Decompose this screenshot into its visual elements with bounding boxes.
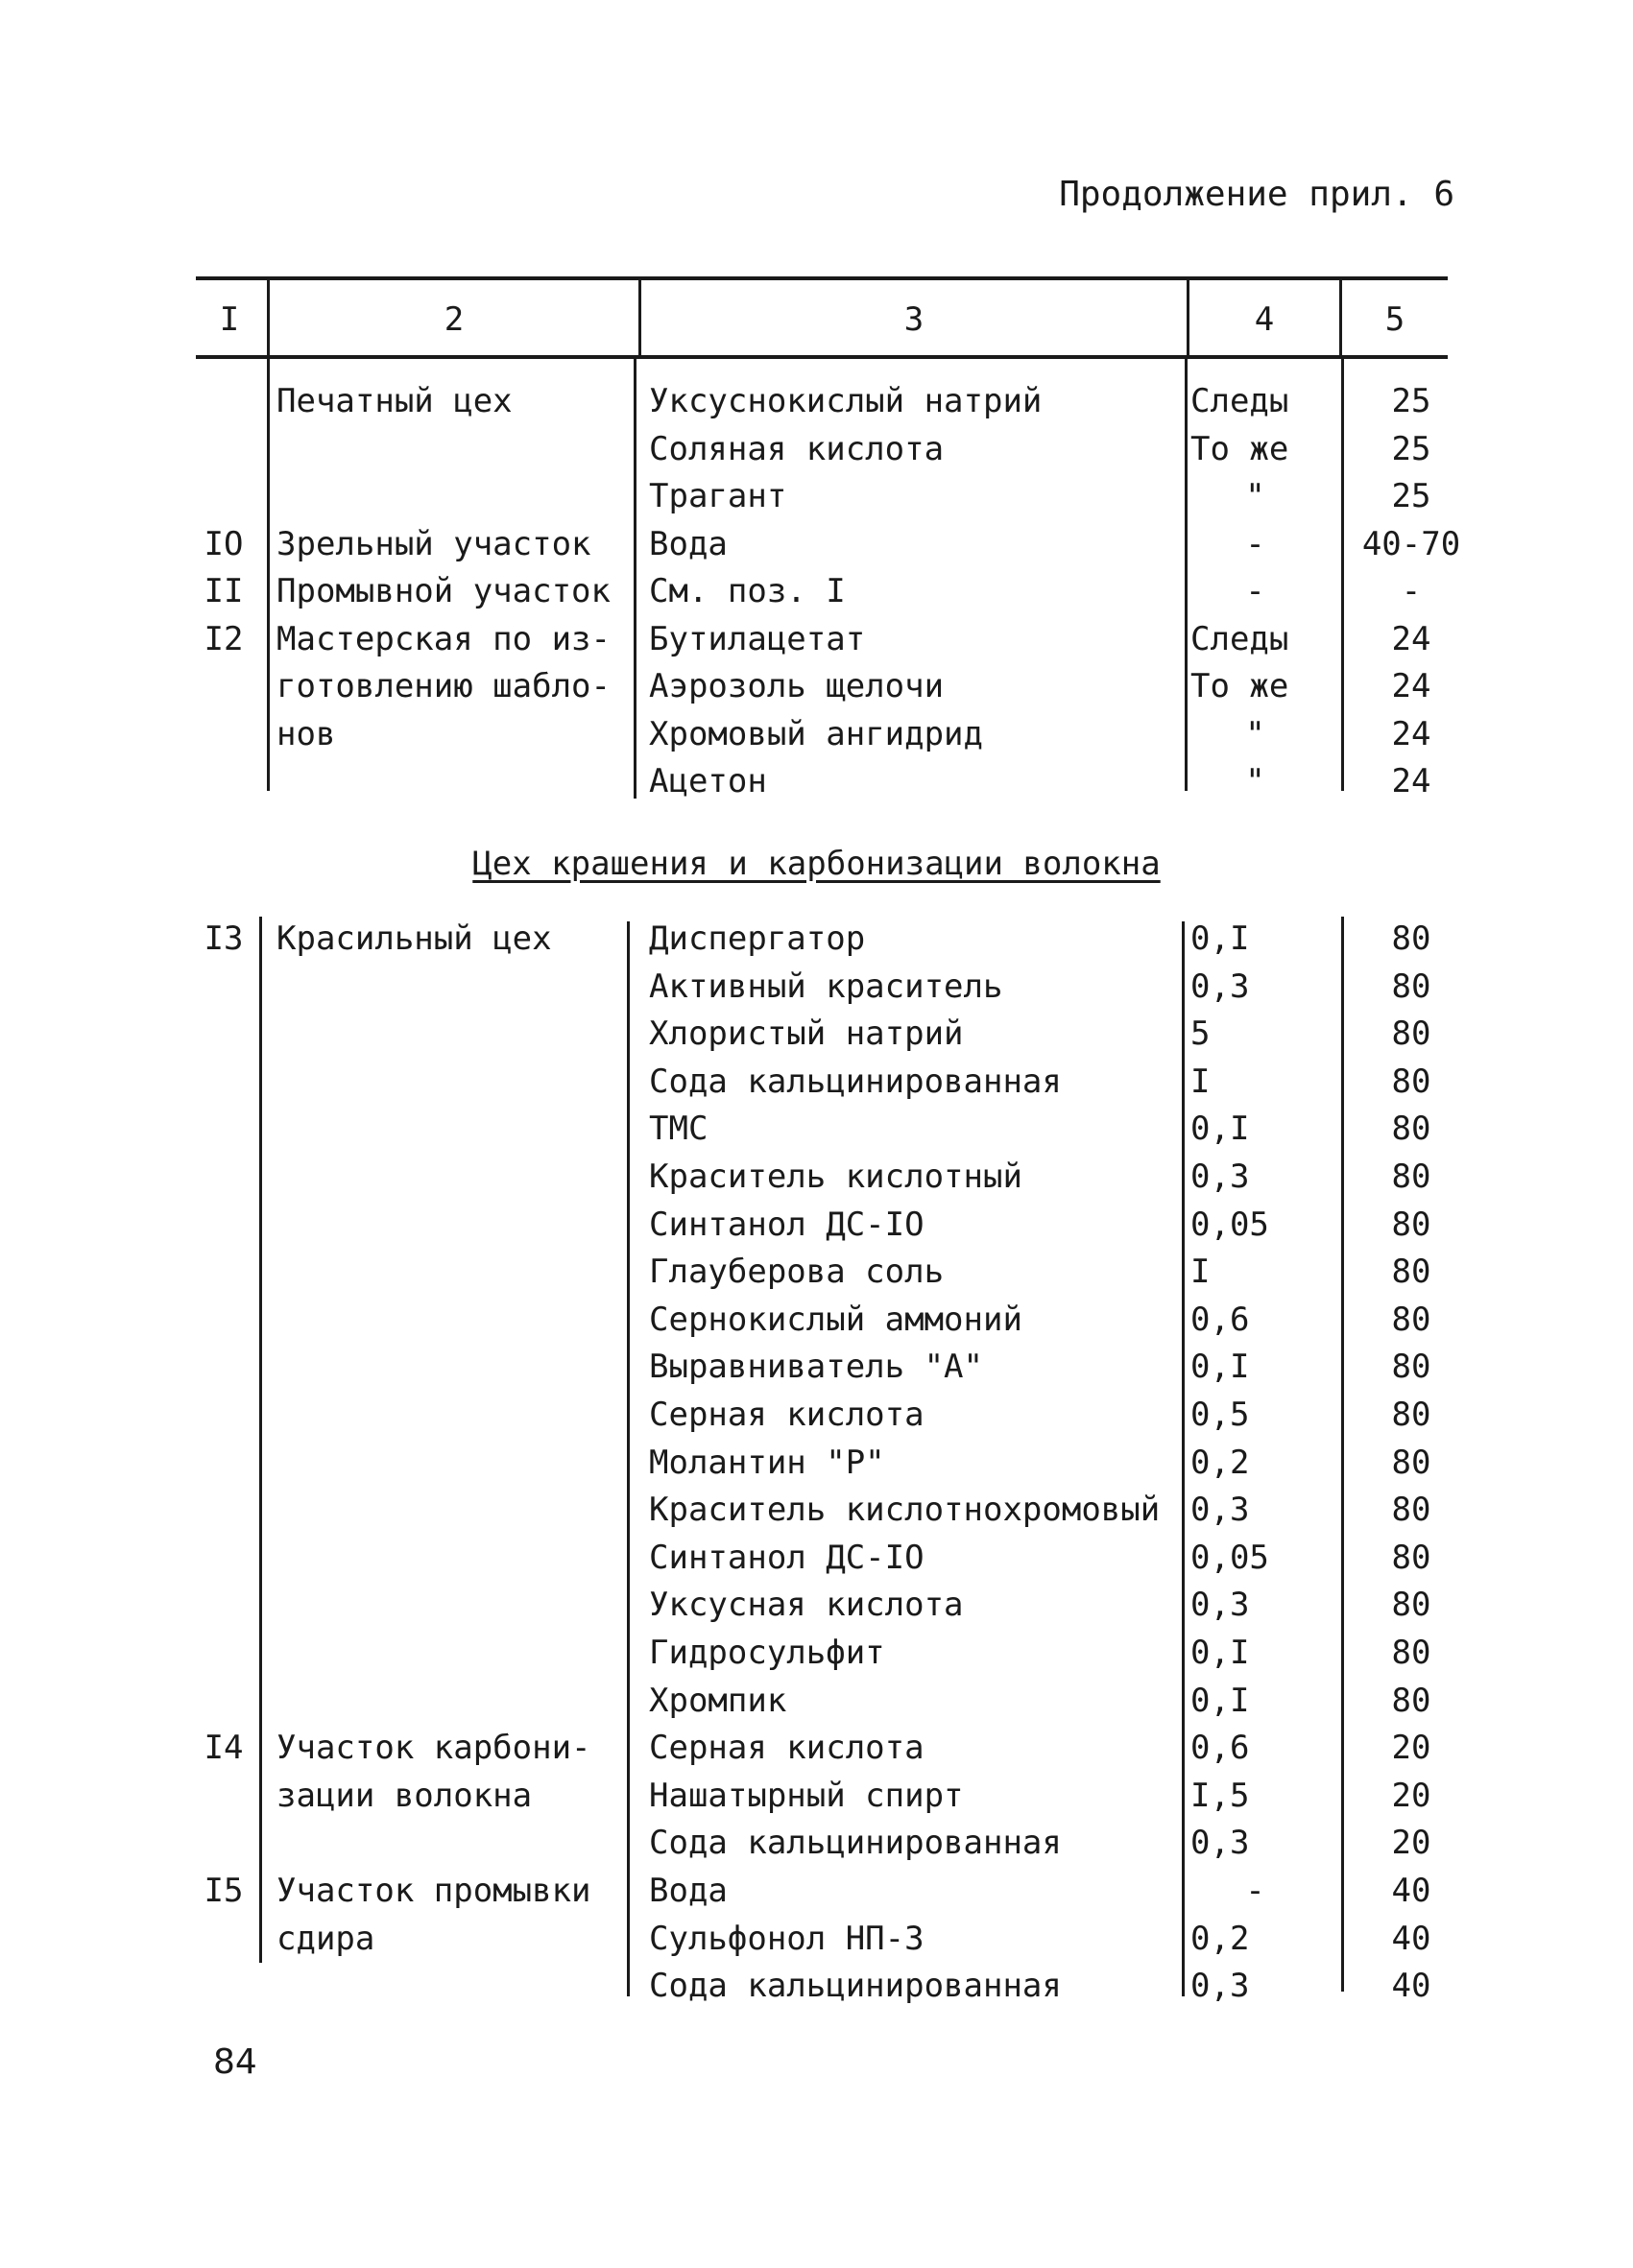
value-column-5: 20 xyxy=(1391,1729,1431,1768)
amount-value: 0,6 xyxy=(1190,1729,1250,1768)
workshop-name: Участок промывки xyxy=(276,1872,591,1910)
amount-value: " xyxy=(1245,762,1265,800)
page-number: 84 xyxy=(213,2042,257,2082)
substance-name: Аэрозоль щелочи xyxy=(649,667,945,705)
amount-value: " xyxy=(1245,477,1265,515)
substance-name: ТМС xyxy=(649,1110,708,1149)
amount-value: 0,I xyxy=(1190,919,1250,958)
position-number: I4 xyxy=(204,1729,244,1768)
value-column-5: 80 xyxy=(1391,1443,1431,1482)
substance-name: Сульфонол НП-3 xyxy=(649,1919,925,1958)
substance-name: Уксуснокислый натрий xyxy=(649,382,1043,420)
workshop-name: Зрельный участок xyxy=(276,524,591,563)
amount-value: 0,05 xyxy=(1190,1205,1269,1244)
substance-name: Активный краситель xyxy=(649,967,1003,1006)
amount-value: 0,3 xyxy=(1190,1586,1250,1625)
amount-value: 0,2 xyxy=(1190,1443,1250,1482)
table-header-bottom-rule xyxy=(196,355,1448,359)
substance-name: См. поз. I xyxy=(649,572,846,610)
workshop-name: сдира xyxy=(276,1919,375,1958)
substance-name: Уксусная кислота xyxy=(649,1586,964,1625)
substance-name: Трагант xyxy=(649,477,787,515)
block1-col-sep-1 xyxy=(267,359,270,791)
value-column-5: 80 xyxy=(1391,1634,1431,1672)
amount-value: I,5 xyxy=(1190,1776,1250,1815)
value-column-5: 80 xyxy=(1391,1491,1431,1530)
amount-value: То же xyxy=(1190,429,1289,468)
substance-name: Вода xyxy=(649,1872,728,1910)
amount-value: 5 xyxy=(1190,1015,1211,1054)
amount-value: - xyxy=(1245,572,1265,610)
position-number: II xyxy=(204,572,244,610)
amount-value: 0,2 xyxy=(1190,1919,1250,1958)
amount-value: I xyxy=(1190,1062,1211,1101)
amount-value: 0,3 xyxy=(1190,1824,1250,1863)
amount-value: Следы xyxy=(1190,619,1289,658)
amount-value: 0,I xyxy=(1190,1634,1250,1672)
workshop-name: Участок карбони- xyxy=(276,1729,591,1768)
continuation-heading: Продолжение прил. 6 xyxy=(1059,175,1454,214)
amount-value: - xyxy=(1245,524,1265,563)
value-column-5: 24 xyxy=(1391,667,1431,705)
substance-name: Хлористый натрий xyxy=(649,1015,964,1054)
workshop-name: Промывной участок xyxy=(276,572,611,610)
value-column-5: 25 xyxy=(1391,477,1431,515)
amount-value: - xyxy=(1245,1872,1265,1910)
value-column-5: - xyxy=(1401,572,1422,610)
value-column-5: 80 xyxy=(1391,1300,1431,1339)
column-header-5: 5 xyxy=(1384,300,1405,339)
block1-col-sep-3 xyxy=(1185,359,1188,791)
value-column-5: 80 xyxy=(1391,1348,1431,1387)
substance-name: Соляная кислота xyxy=(649,429,945,468)
substance-name: Бутилацетат xyxy=(649,619,866,658)
position-number: IO xyxy=(204,524,244,563)
substance-name: Молантин "Р" xyxy=(649,1443,885,1482)
amount-value: 0,5 xyxy=(1190,1396,1250,1434)
amount-value: 0,3 xyxy=(1190,967,1250,1006)
value-column-5: 40-70 xyxy=(1361,524,1461,563)
block2-col-sep-3 xyxy=(1182,921,1185,1996)
substance-name: Сода кальцинированная xyxy=(649,1062,1062,1101)
substance-name: Сернокислый аммоний xyxy=(649,1300,1022,1339)
substance-name: Вода xyxy=(649,524,728,563)
substance-name: Краситель кислотный xyxy=(649,1158,1022,1196)
workshop-name: Печатный цех xyxy=(276,382,513,420)
substance-name: Диспергатор xyxy=(649,919,866,958)
value-column-5: 20 xyxy=(1391,1776,1431,1815)
position-number: I2 xyxy=(204,619,244,658)
value-column-5: 80 xyxy=(1391,1110,1431,1149)
substance-name: Ацетон xyxy=(649,762,767,800)
value-column-5: 20 xyxy=(1391,1824,1431,1863)
position-number: I3 xyxy=(204,919,244,958)
value-column-5: 40 xyxy=(1391,1872,1431,1910)
value-column-5: 80 xyxy=(1391,967,1431,1006)
value-column-5: 80 xyxy=(1391,1062,1431,1101)
column-header-2: 2 xyxy=(444,300,465,339)
value-column-5: 80 xyxy=(1391,1253,1431,1292)
substance-name: Сода кальцинированная xyxy=(649,1967,1062,2006)
amount-value: 0,I xyxy=(1190,1681,1250,1720)
value-column-5: 24 xyxy=(1391,619,1431,658)
position-number: I5 xyxy=(204,1872,244,1910)
substance-name: Гидросульфит xyxy=(649,1634,885,1672)
substance-name: Выравниватель "А" xyxy=(649,1348,983,1387)
value-column-5: 24 xyxy=(1391,714,1431,753)
value-column-5: 80 xyxy=(1391,1586,1431,1625)
value-column-5: 40 xyxy=(1391,1919,1431,1958)
value-column-5: 25 xyxy=(1391,382,1431,420)
value-column-5: 80 xyxy=(1391,1158,1431,1196)
workshop-name: Красильный цех xyxy=(276,919,552,958)
substance-name: Серная кислота xyxy=(649,1729,925,1768)
amount-value: 0,3 xyxy=(1190,1491,1250,1530)
column-header-4: 4 xyxy=(1254,300,1275,339)
value-column-5: 40 xyxy=(1391,1967,1431,2006)
amount-value: 0,I xyxy=(1190,1110,1250,1149)
amount-value: 0,3 xyxy=(1190,1967,1250,2006)
workshop-name: Мастерская по из- xyxy=(276,619,611,658)
section-title: Цех крашения и карбонизации волокна xyxy=(472,845,1161,883)
substance-name: Глауберова соль xyxy=(649,1253,945,1292)
block1-col-sep-2 xyxy=(634,359,636,799)
value-column-5: 80 xyxy=(1391,1396,1431,1434)
amount-value: " xyxy=(1245,714,1265,753)
substance-name: Синтанол ДС-IO xyxy=(649,1538,925,1577)
substance-name: Сода кальцинированная xyxy=(649,1824,1062,1863)
amount-value: 0,05 xyxy=(1190,1538,1269,1577)
workshop-name: нов xyxy=(276,714,336,753)
amount-value: I xyxy=(1190,1253,1211,1292)
column-header-3: 3 xyxy=(903,300,925,339)
block2-col-sep-2 xyxy=(627,921,630,1996)
value-column-5: 80 xyxy=(1391,919,1431,958)
value-column-5: 24 xyxy=(1391,762,1431,800)
substance-name: Хромовый ангидрид xyxy=(649,714,983,753)
value-column-5: 80 xyxy=(1391,1681,1431,1720)
amount-value: 0,6 xyxy=(1190,1300,1250,1339)
workshop-name: готовлению шабло- xyxy=(276,667,611,705)
value-column-5: 25 xyxy=(1391,429,1431,468)
table-top-rule xyxy=(196,276,1448,280)
workshop-name: зации волокна xyxy=(276,1776,533,1815)
value-column-5: 80 xyxy=(1391,1205,1431,1244)
value-column-5: 80 xyxy=(1391,1538,1431,1577)
value-column-5: 80 xyxy=(1391,1015,1431,1054)
substance-name: Хромпик xyxy=(649,1681,787,1720)
amount-value: То же xyxy=(1190,667,1289,705)
amount-value: 0,I xyxy=(1190,1348,1250,1387)
substance-name: Краситель кислотнохромовый xyxy=(649,1491,1161,1530)
column-header-1: I xyxy=(219,300,240,339)
amount-value: 0,3 xyxy=(1190,1158,1250,1196)
substance-name: Серная кислота xyxy=(649,1396,925,1434)
block2-col-sep-1 xyxy=(259,917,262,1963)
substance-name: Синтанол ДС-IO xyxy=(649,1205,925,1244)
substance-name: Нашатырный спирт xyxy=(649,1776,964,1815)
amount-value: Следы xyxy=(1190,382,1289,420)
